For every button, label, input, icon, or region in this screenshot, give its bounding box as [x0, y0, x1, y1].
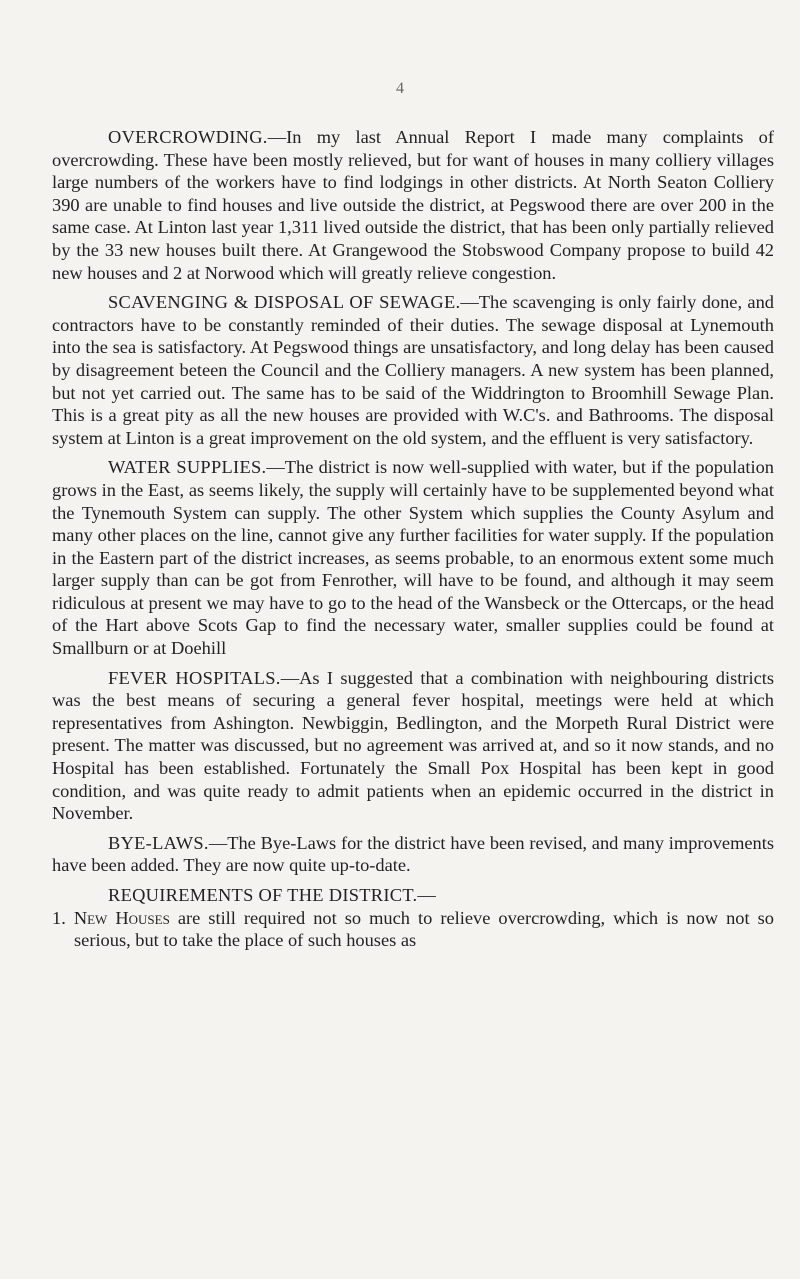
paragraph-text-overcrowding: —In my last Annual Report I made many complaints of overcrowding. These have been mostly relieved, but for want of houses in many colliery villages large numbers of the workers have to find lodgings in other districts. At North Seaton Colliery 390 are unable to find houses and live outside the district, at Pegswood there are over 200 in the same case. At Linton last year 1,311 lived outside the district, that has been only partially relieved by the 33 new houses built there. At Grangewood the Stobswood Company propose to build 42 new houses and 2 at Norwood which will greatly relieve congestion.	[52, 127, 774, 283]
section-heading-scavenging: SCAVENGING & DISPOSAL OF SEWAGE.	[108, 292, 461, 313]
section-heading-bye-laws: BYE-LAWS.	[108, 832, 209, 853]
paragraph-text-fever-hospitals: —As I suggested that a combination with neighbouring districts was the best means of securing a general fever hospital, meetings were held at which representatives from Ashington. Newbiggin, Bedlington, and the Morpeth Rural District were present. The matter was discussed, but no agreement was arrived at, and so it now stands, and no Hospital has been established. Fortunately the Small Pox Hospital has been kept in good condition, and was quite ready to admit patients when an epidemic occurred in the district in November.	[52, 667, 774, 824]
paragraph-water-supplies	[52, 456, 774, 659]
section-heading-fever-hospitals: FEVER HOSPITALS.	[108, 667, 281, 688]
paragraph-overcrowding	[52, 126, 774, 284]
list-item-lead: New Houses	[73, 907, 170, 928]
paragraph-scavenging	[52, 291, 774, 449]
list-item	[52, 907, 774, 952]
section-heading-requirements: REQUIREMENTS OF THE DISTRICT.—	[108, 885, 437, 905]
list-item-number: 1.	[52, 907, 66, 928]
paragraph-text-water-supplies: —The district is now well-supplied with water, but if the population grows in the East, as seems likely, the supply will certainly have to be supplemented beyond what the Tynemouth System can supply. The other System which supplies the County Asylum and many other places on the line, cannot give any further facilities for water supply. If the population in the Eastern part of the district increases, as seems probable, to an enormous extent some much larger supply than can be got from Fenrother, will have to be found, and although it may seem ridiculous at present we may have to go to the head of the Wansbeck or the Ottercaps, or the head of the Hart above Scots Gap to find the necessary water, smaller supplies could be found at Smallburn or at Doehill	[52, 457, 774, 659]
paragraph-text-bye-laws: —The Bye-Laws for the district have been revised, and many improvements have been added. They are now quite up-to-date.	[52, 832, 774, 876]
section-heading-water-supplies: WATER SUPPLIES.	[108, 457, 267, 478]
page-number: 4	[396, 80, 404, 97]
paragraph-fever-hospitals	[52, 667, 774, 825]
paragraph-bye-laws	[52, 832, 774, 877]
section-heading-overcrowding: OVERCROWDING.	[108, 127, 268, 147]
document-body	[52, 126, 774, 952]
list-item-text: are still required not so much to relieve overcrowding, which is now not so serious, but to take the place of such houses as	[74, 907, 774, 951]
paragraph-text-scavenging: —The scavenging is only fairly done, and contractors have to be constantly reminded of their duties. The sewage disposal at Lynemouth into the sea is satisfactory. At Pegswood things are unsatisfactory, and long delay has been caused by disagreement beteen the Council and the Colliery managers. A new system has been planned, but not yet carried out. The same has to be said of the Widdrington to Broomhill Sewage Plan. This is a great pity as all the new houses are provided with W.C's. and Bathrooms. The disposal system at Linton is a great improvement on the old system, and the effluent is very satisfactory.	[52, 292, 774, 448]
